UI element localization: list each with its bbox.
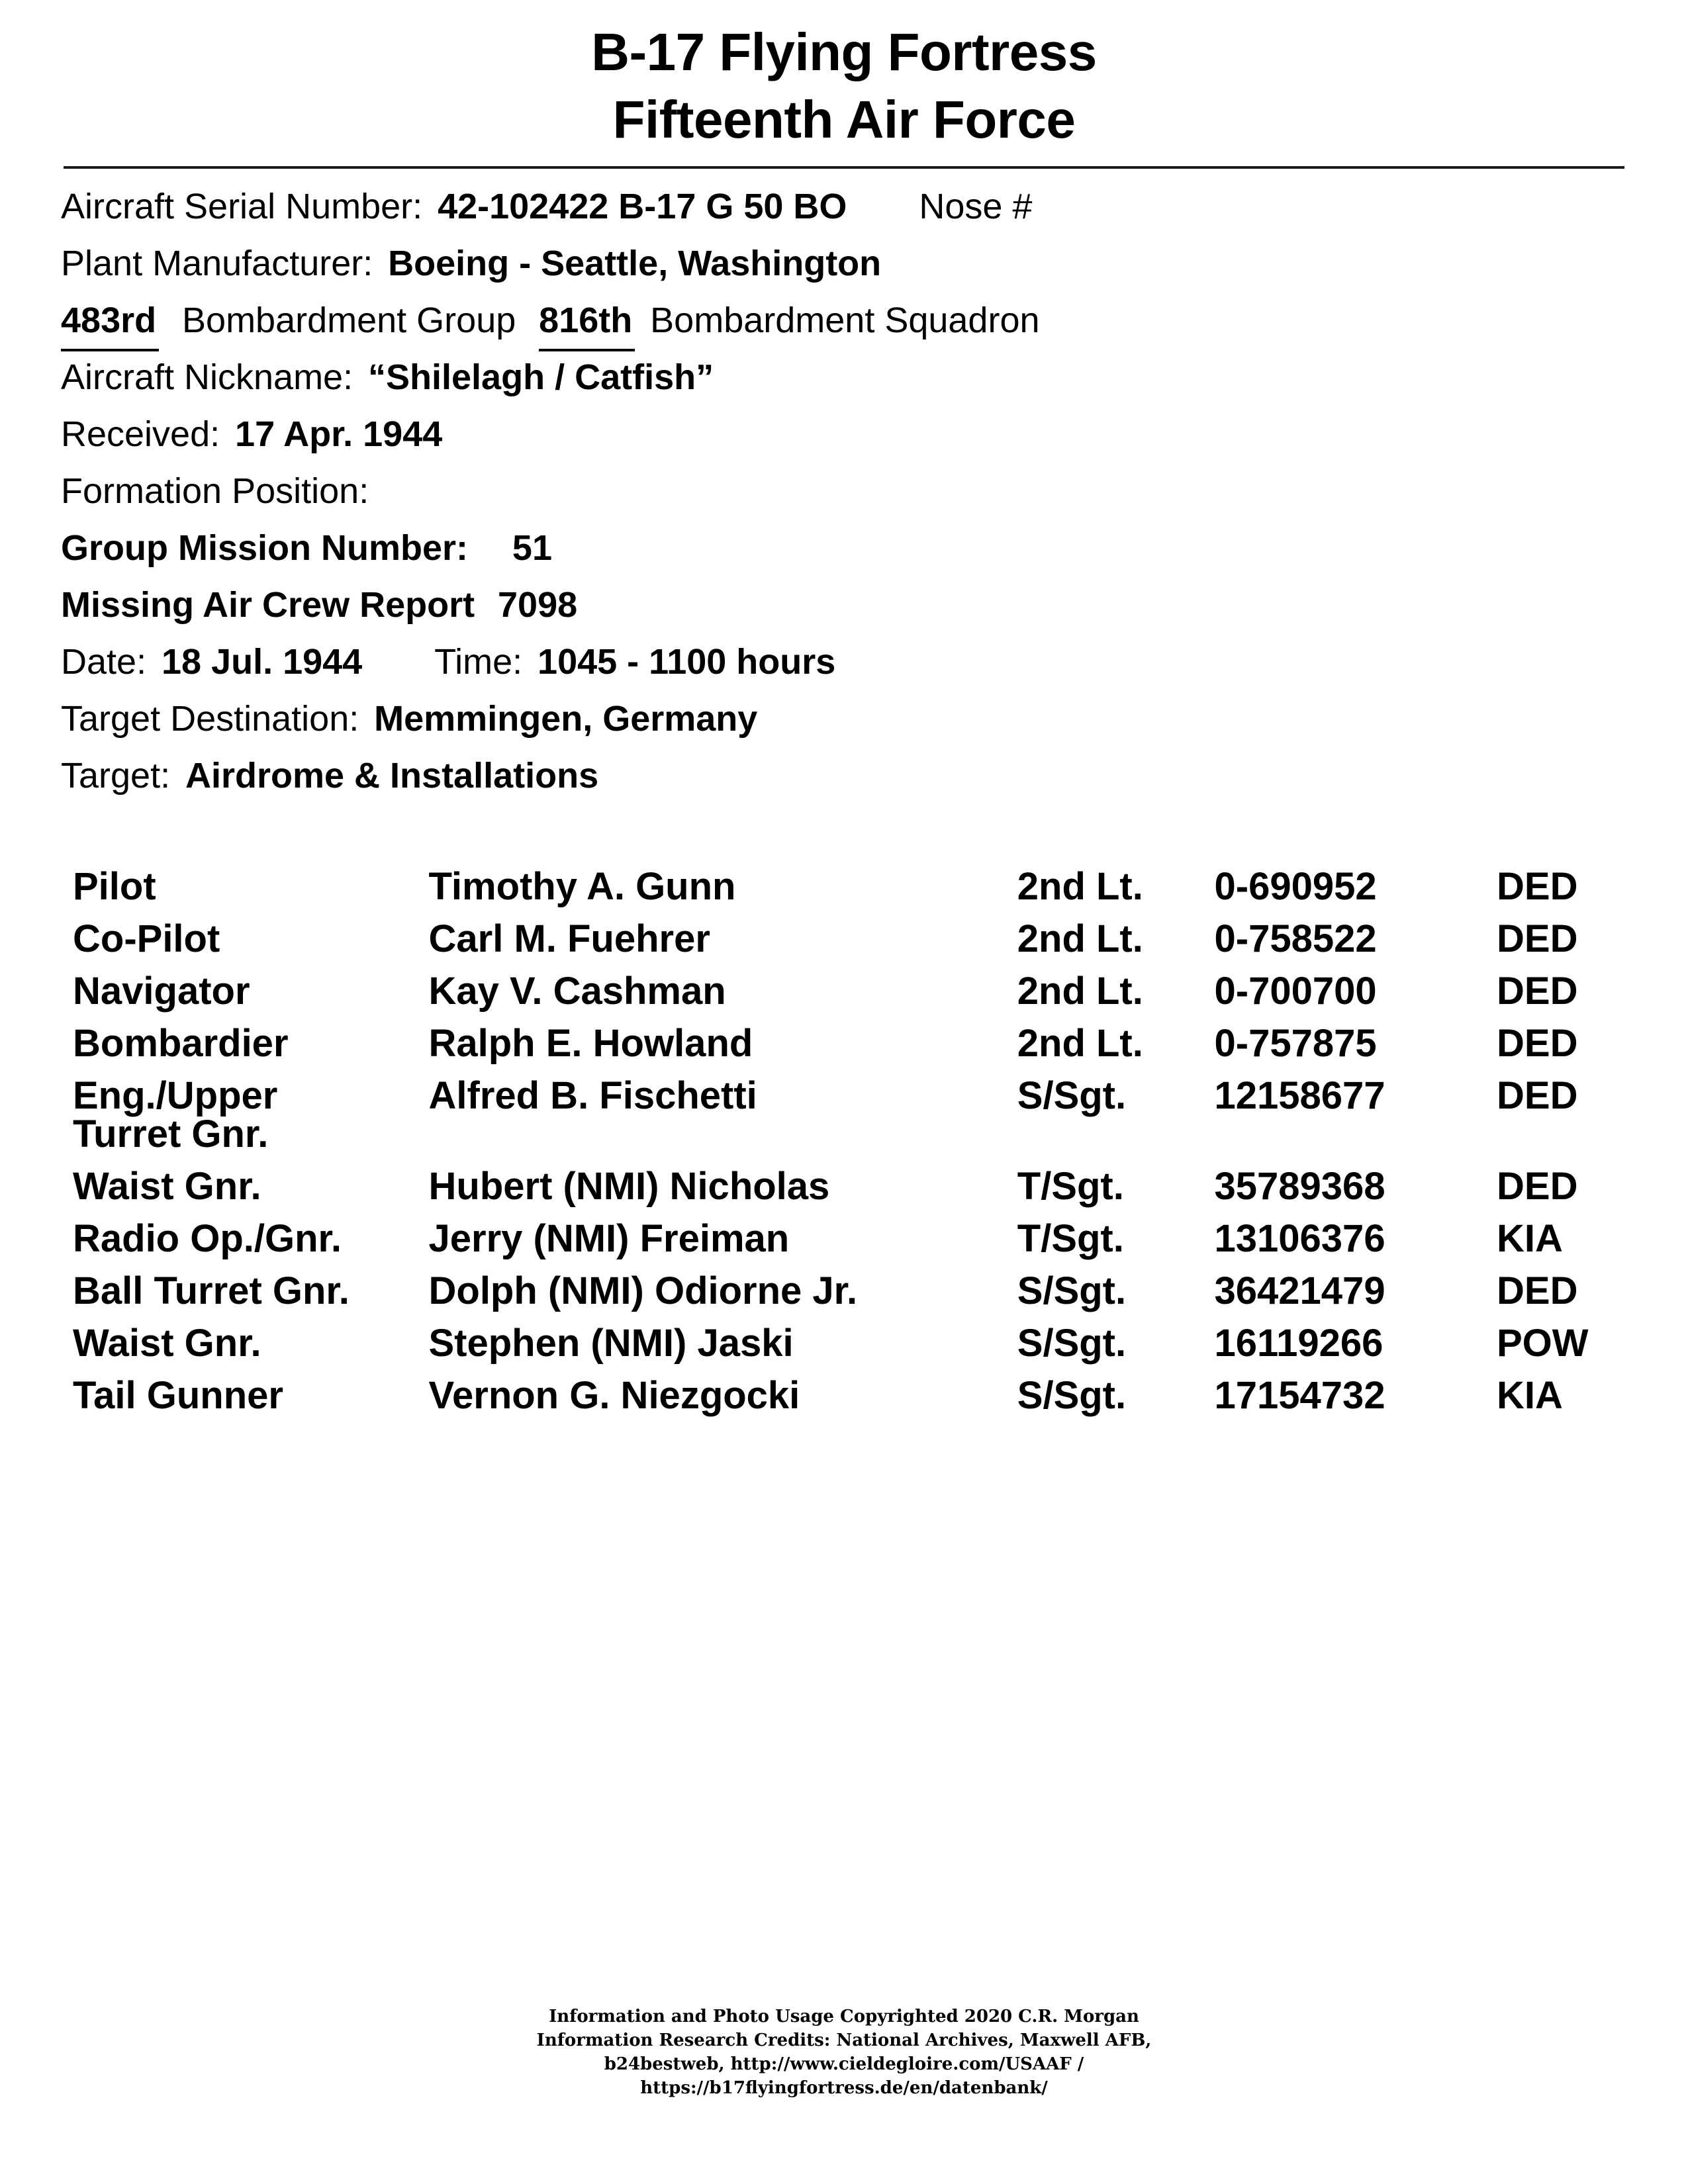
table-row — [73, 1265, 1622, 1318]
info-row-nickname — [61, 349, 1636, 406]
crew-name: Vernon G. Niezgocki — [428, 1373, 800, 1417]
crew-serial-number: 0-757875 — [1214, 1021, 1377, 1065]
crew-status-badge: DED — [1497, 1021, 1578, 1065]
date-label: Date: — [61, 641, 147, 682]
bomb-squadron-value: 816th — [539, 292, 635, 351]
crew-rank: 2nd Lt. — [1017, 969, 1143, 1013]
received-label: Received: — [61, 414, 220, 454]
crew-rank: S/Sgt. — [1017, 1073, 1127, 1117]
crew-role-line-1: Bombardier — [73, 1021, 289, 1065]
mission-number-value: 51 — [512, 527, 552, 568]
crew-role-line-1: Co-Pilot — [73, 917, 220, 960]
crew-serial-number: 0-700700 — [1214, 969, 1377, 1013]
table-row — [73, 1018, 1622, 1070]
bomb-group-value: 483rd — [61, 292, 159, 351]
crew-name: Jerry (NMI) Freiman — [428, 1216, 790, 1260]
info-row-target — [61, 747, 1636, 804]
crew-rank: 2nd Lt. — [1017, 1021, 1143, 1065]
crew-serial-number: 0-758522 — [1214, 917, 1377, 960]
table-row — [73, 1370, 1622, 1422]
table-row — [73, 861, 1622, 913]
received-value: 17 Apr. 1944 — [235, 414, 443, 454]
crew-role — [73, 861, 429, 913]
crew-name: Dolph (NMI) Odiorne Jr. — [428, 1269, 858, 1312]
mission-number-label: Group Mission Number: — [61, 527, 469, 568]
crew-name: Stephen (NMI) Jaski — [428, 1321, 794, 1365]
crew-role-line-1: Eng./Upper — [73, 1073, 278, 1117]
macr-label: Missing Air Crew Report — [61, 584, 475, 625]
crew-status-badge: DED — [1497, 969, 1578, 1013]
table-row — [73, 1213, 1622, 1265]
crew-serial-number: 17154732 — [1214, 1373, 1385, 1417]
crew-rank: S/Sgt. — [1017, 1269, 1127, 1312]
time-value: 1045 - 1100 hours — [538, 641, 836, 682]
footer-credits — [0, 2005, 1688, 2101]
crew-role — [73, 1018, 429, 1070]
crew-role — [73, 1370, 429, 1422]
document-header — [0, 0, 1688, 154]
crew-role — [73, 966, 429, 1018]
crew-role-line-2: Turret Gnr. — [73, 1112, 269, 1156]
date-value: 18 Jul. 1944 — [161, 641, 363, 682]
target-label: Target: — [61, 755, 171, 796]
crew-serial-number: 16119266 — [1214, 1321, 1383, 1365]
footer-line-1: Information and Photo Usage Copyrighted 2020 C.R. Morgan — [549, 2007, 1139, 2026]
crew-role-line-1: Waist Gnr. — [73, 1321, 261, 1365]
info-row-destination — [61, 690, 1636, 747]
info-row-mission — [61, 520, 1636, 576]
crew-role — [73, 1213, 429, 1265]
crew-role — [73, 1318, 429, 1370]
table-row — [73, 1070, 1622, 1161]
crew-role-line-1: Waist Gnr. — [73, 1164, 261, 1208]
crew-role-line-1: Radio Op./Gnr. — [73, 1216, 342, 1260]
info-row-date-time — [61, 633, 1636, 690]
crew-rank: T/Sgt. — [1017, 1216, 1124, 1260]
bomb-group-label: Bombardment Group — [182, 300, 516, 340]
info-row-manufacturer — [61, 235, 1636, 292]
crew-name: Kay V. Cashman — [428, 969, 726, 1013]
crew-role — [73, 1265, 429, 1318]
crew-name: Carl M. Fuehrer — [428, 917, 710, 960]
page-title-line-1: B-17 Flying Fortress — [591, 23, 1097, 81]
formation-position-label: Formation Position: — [61, 471, 369, 511]
crew-role-line-1: Navigator — [73, 969, 250, 1013]
crew-rank: 2nd Lt. — [1017, 864, 1143, 908]
crew-table — [73, 861, 1622, 1422]
crew-role — [73, 913, 429, 966]
crew-status-badge: DED — [1497, 917, 1578, 960]
footer-line-3: b24bestweb, http://www.cieldegloire.com/USAAF / — [604, 2054, 1084, 2074]
crew-name: Hubert (NMI) Nicholas — [428, 1164, 830, 1208]
crew-status-badge: DED — [1497, 1164, 1578, 1208]
time-label: Time: — [434, 641, 523, 682]
info-row-serial — [61, 178, 1636, 235]
aircraft-info-block — [61, 178, 1636, 804]
table-row — [73, 913, 1622, 966]
nickname-value: “Shilelagh / Catfish” — [368, 357, 714, 397]
crew-role — [73, 1070, 429, 1161]
crew-status-badge: DED — [1497, 1269, 1578, 1312]
crew-serial-number: 35789368 — [1214, 1164, 1385, 1208]
page-title-line-2: Fifteenth Air Force — [612, 90, 1076, 150]
crew-serial-number: 0-690952 — [1214, 864, 1377, 908]
crew-rank: 2nd Lt. — [1017, 917, 1143, 960]
crew-serial-number: 13106376 — [1214, 1216, 1385, 1260]
crew-serial-number: 12158677 — [1214, 1073, 1385, 1117]
macr-value: 7098 — [498, 584, 578, 625]
crew-rank: S/Sgt. — [1017, 1373, 1127, 1417]
info-row-received — [61, 406, 1636, 463]
table-row — [73, 1161, 1622, 1213]
crew-status-badge: KIA — [1497, 1373, 1563, 1417]
target-value: Airdrome & Installations — [185, 755, 599, 796]
crew-status-badge: KIA — [1497, 1216, 1563, 1260]
bomb-squadron-label: Bombardment Squadron — [650, 300, 1040, 340]
crew-status-badge: DED — [1497, 1073, 1578, 1117]
target-destination-label: Target Destination: — [61, 698, 359, 739]
crew-name: Timothy A. Gunn — [428, 864, 736, 908]
nose-number-label: Nose # — [919, 186, 1033, 226]
info-row-group-squadron — [61, 292, 1636, 349]
crew-role — [73, 1161, 429, 1213]
info-row-macr — [61, 576, 1636, 633]
footer-line-4: https://b17flyingfortress.de/en/datenbank/ — [640, 2077, 1048, 2098]
manufacturer-label: Plant Manufacturer: — [61, 243, 373, 283]
table-row — [73, 1318, 1622, 1370]
serial-label: Aircraft Serial Number: — [61, 186, 423, 226]
crew-role-line-1: Tail Gunner — [73, 1373, 283, 1417]
info-row-formation — [61, 463, 1636, 520]
footer-line-2: Information Research Credits: National Archives, Maxwell AFB, — [536, 2030, 1152, 2050]
nickname-label: Aircraft Nickname: — [61, 357, 353, 397]
manufacturer-value: Boeing - Seattle, Washington — [388, 243, 882, 283]
crew-role-line-1: Pilot — [73, 864, 156, 908]
crew-name: Ralph E. Howland — [428, 1021, 753, 1065]
table-row — [73, 966, 1622, 1018]
crew-rank: S/Sgt. — [1017, 1321, 1127, 1365]
header-divider — [64, 166, 1624, 169]
crew-status-badge: POW — [1497, 1321, 1589, 1365]
crew-rank: T/Sgt. — [1017, 1164, 1124, 1208]
crew-table-body — [73, 861, 1622, 1422]
crew-status-badge: DED — [1497, 864, 1578, 908]
target-destination-value: Memmingen, Germany — [374, 698, 758, 739]
crew-name: Alfred B. Fischetti — [428, 1073, 757, 1117]
serial-value: 42-102422 B-17 G 50 BO — [438, 186, 847, 226]
crew-serial-number: 36421479 — [1214, 1269, 1385, 1312]
crew-role-line-1: Ball Turret Gnr. — [73, 1269, 350, 1312]
